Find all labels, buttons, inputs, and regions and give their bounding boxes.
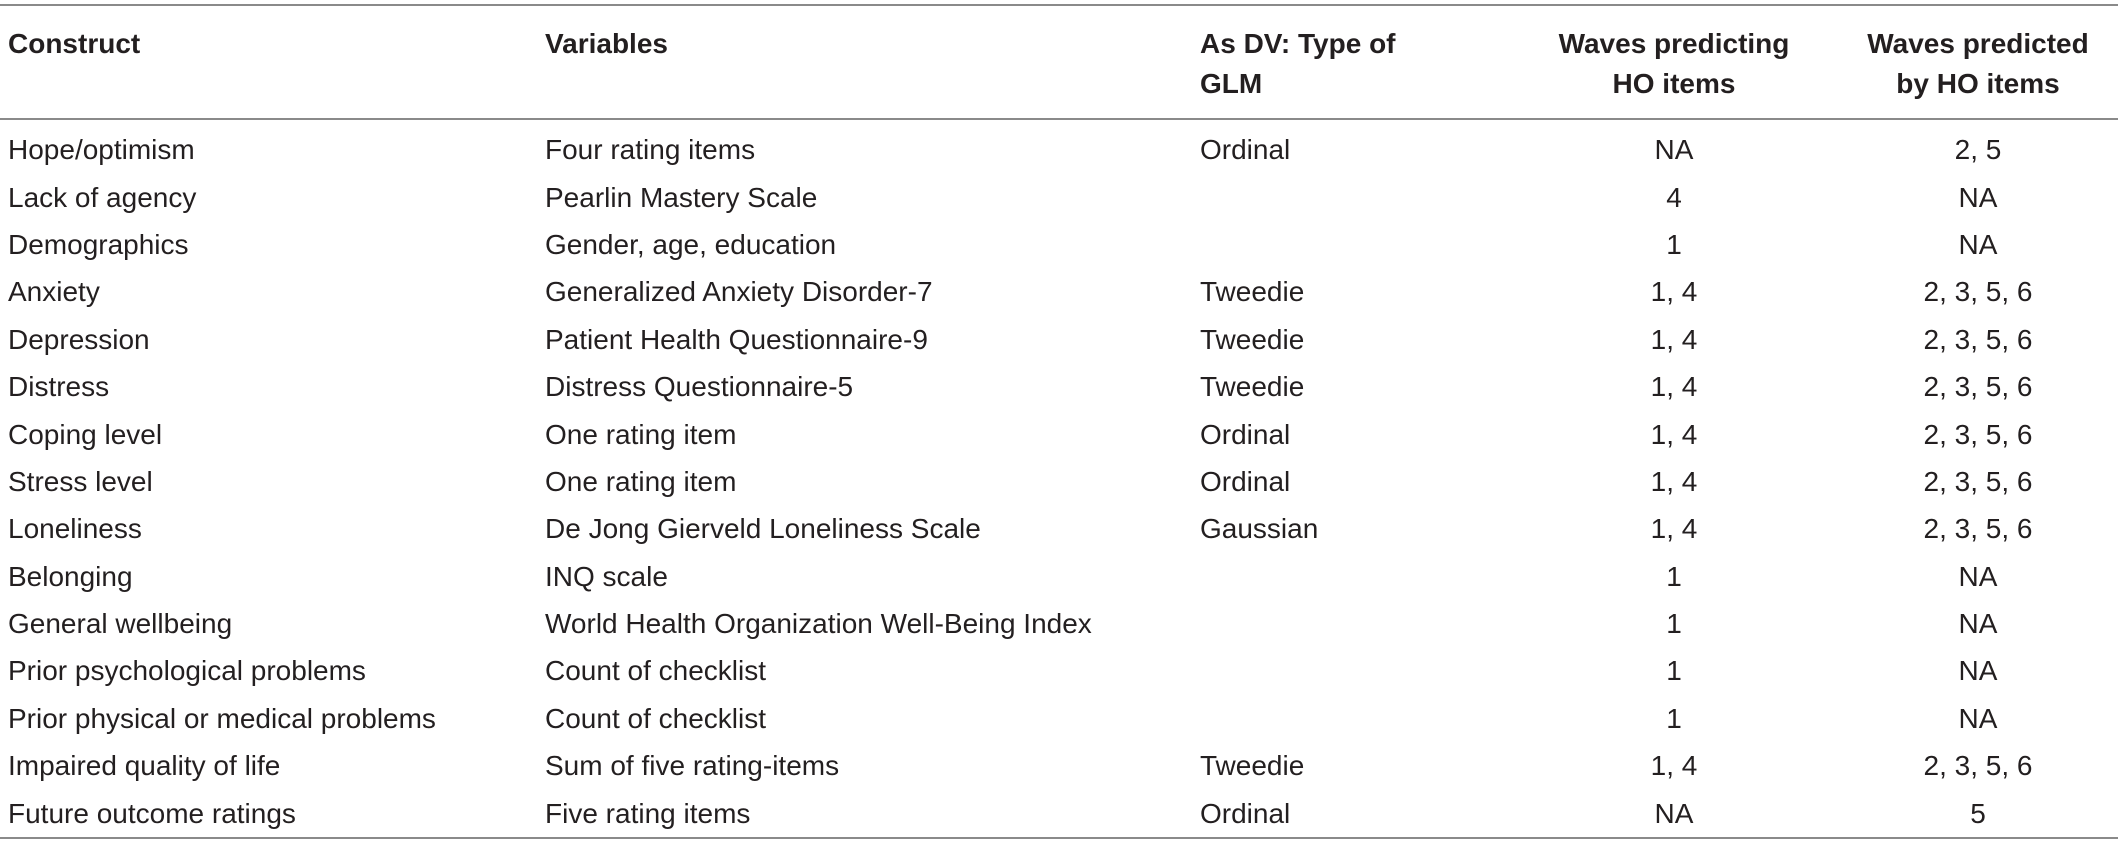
header-waves-predicted-line2: by HO items xyxy=(1896,68,2060,99)
cell-dv-type: Tweedie xyxy=(1200,323,1305,355)
header-waves-predicting-line2: HO items xyxy=(1612,68,1736,99)
cell-variables: Count of checklist xyxy=(545,655,766,687)
cell-construct: Prior psychological problems xyxy=(8,655,366,687)
cell-waves-predicting: 4 xyxy=(1666,181,1682,213)
cell-construct: Belonging xyxy=(8,560,133,592)
cell-construct: Coping level xyxy=(8,418,163,450)
cell-waves-predicting: 1, 4 xyxy=(1650,418,1698,450)
cell-variables: Pearlin Mastery Scale xyxy=(545,181,818,213)
cell-waves-predicted: NA xyxy=(1958,560,1998,592)
header-dv-type xyxy=(1200,5,1510,119)
header-dv-type-line1: As DV: Type of xyxy=(1200,28,1396,59)
cell-construct: Lack of agency xyxy=(8,181,197,213)
cell-dv-type xyxy=(1200,221,1510,268)
cell-variables: World Health Organization Well-Being Index xyxy=(545,608,1092,640)
table-row xyxy=(0,695,2118,742)
cell-construct: Impaired quality of life xyxy=(8,750,281,782)
cell-waves-predicting: 1 xyxy=(1666,560,1682,592)
cell-variables: Patient Health Questionnaire-9 xyxy=(545,323,928,355)
cell-waves-predicted: NA xyxy=(1958,655,1998,687)
cell-variables: Five rating items xyxy=(545,797,751,829)
cell-dv-type xyxy=(1200,173,1510,220)
cell-waves-predicting: 1 xyxy=(1666,702,1682,734)
cell-waves-predicted: 2, 3, 5, 6 xyxy=(1923,465,2033,497)
header-variables-label: Variables xyxy=(545,28,668,59)
cell-dv-type: Tweedie xyxy=(1200,371,1305,403)
cell-waves-predicting: 1 xyxy=(1666,608,1682,640)
cell-construct: Stress level xyxy=(8,465,153,497)
cell-construct: General wellbeing xyxy=(8,608,233,640)
cell-variables: Four rating items xyxy=(545,134,756,166)
table-header xyxy=(0,5,2118,119)
cell-waves-predicting: 1 xyxy=(1666,228,1682,260)
cell-waves-predicted: 2, 5 xyxy=(1954,134,2002,166)
cell-variables: Sum of five rating-items xyxy=(545,750,840,782)
header-variables xyxy=(545,5,1200,119)
constructs-table xyxy=(0,4,2118,839)
cell-dv-type: Ordinal xyxy=(1200,465,1291,497)
cell-dv-type: Gaussian xyxy=(1200,513,1319,545)
cell-waves-predicted: 2, 3, 5, 6 xyxy=(1923,750,2033,782)
table-row xyxy=(0,553,2118,600)
cell-waves-predicted: 2, 3, 5, 6 xyxy=(1923,276,2033,308)
cell-waves-predicting: 1, 4 xyxy=(1650,465,1698,497)
table-row xyxy=(0,316,2118,363)
cell-variables: Gender, age, education xyxy=(545,228,837,260)
cell-construct: Future outcome ratings xyxy=(8,797,296,829)
cell-construct: Prior physical or medical problems xyxy=(8,702,436,734)
cell-dv-type: Tweedie xyxy=(1200,276,1305,308)
cell-waves-predicted: NA xyxy=(1958,228,1998,260)
cell-construct: Demographics xyxy=(8,228,189,260)
table-row xyxy=(0,742,2118,789)
cell-dv-type: Ordinal xyxy=(1200,134,1291,166)
cell-variables: Count of checklist xyxy=(545,702,766,734)
cell-dv-type: Ordinal xyxy=(1200,797,1291,829)
cell-waves-predicted: 5 xyxy=(1970,797,1986,829)
cell-dv-type xyxy=(1200,695,1510,742)
header-waves-predicting xyxy=(1510,5,1838,119)
cell-waves-predicting: 1, 4 xyxy=(1650,750,1698,782)
header-construct-label: Construct xyxy=(8,28,141,59)
cell-waves-predicted: NA xyxy=(1958,608,1998,640)
cell-construct: Anxiety xyxy=(8,276,100,308)
table-row xyxy=(0,647,2118,694)
cell-dv-type xyxy=(1200,553,1510,600)
cell-waves-predicting: NA xyxy=(1654,797,1694,829)
cell-waves-predicted: NA xyxy=(1958,702,1998,734)
header-construct xyxy=(0,5,545,119)
cell-waves-predicted: 2, 3, 5, 6 xyxy=(1923,513,2033,545)
header-row xyxy=(0,5,2118,119)
header-dv-type-line2: GLM xyxy=(1200,68,1263,99)
table-row xyxy=(0,363,2118,410)
table-row xyxy=(0,119,2118,173)
header-waves-predicted xyxy=(1838,5,2118,119)
table-row xyxy=(0,268,2118,315)
cell-waves-predicting: 1 xyxy=(1666,655,1682,687)
cell-waves-predicted: 2, 3, 5, 6 xyxy=(1923,323,2033,355)
cell-variables: One rating item xyxy=(545,465,737,497)
cell-waves-predicting: 1, 4 xyxy=(1650,323,1698,355)
data-table-container xyxy=(0,4,2118,839)
cell-waves-predicting: NA xyxy=(1654,134,1694,166)
cell-variables: Generalized Anxiety Disorder-7 xyxy=(545,276,933,308)
cell-variables: INQ scale xyxy=(545,560,668,592)
header-waves-predicted-line1: Waves predicted xyxy=(1867,28,2089,59)
cell-construct: Loneliness xyxy=(8,513,142,545)
table-row xyxy=(0,221,2118,268)
cell-dv-type: Ordinal xyxy=(1200,418,1291,450)
header-waves-predicting-line1: Waves predicting xyxy=(1558,28,1790,59)
table-body xyxy=(0,119,2118,838)
cell-waves-predicting: 1, 4 xyxy=(1650,513,1698,545)
cell-waves-predicted: 2, 3, 5, 6 xyxy=(1923,371,2033,403)
cell-variables: De Jong Gierveld Loneliness Scale xyxy=(545,513,981,545)
cell-waves-predicting: 1, 4 xyxy=(1650,276,1698,308)
table-row xyxy=(0,505,2118,552)
table-row xyxy=(0,410,2118,457)
cell-waves-predicted: 2, 3, 5, 6 xyxy=(1923,418,2033,450)
cell-waves-predicted: NA xyxy=(1958,181,1998,213)
table-row xyxy=(0,789,2118,837)
cell-dv-type xyxy=(1200,600,1510,647)
cell-waves-predicting: 1, 4 xyxy=(1650,371,1698,403)
cell-construct: Hope/optimism xyxy=(8,134,195,166)
table-row xyxy=(0,600,2118,647)
cell-dv-type xyxy=(1200,647,1510,694)
cell-variables: One rating item xyxy=(545,418,737,450)
cell-dv-type: Tweedie xyxy=(1200,750,1305,782)
table-row xyxy=(0,458,2118,505)
cell-construct: Depression xyxy=(8,323,150,355)
table-row xyxy=(0,173,2118,220)
cell-variables: Distress Questionnaire-5 xyxy=(545,371,854,403)
cell-construct: Distress xyxy=(8,371,110,403)
